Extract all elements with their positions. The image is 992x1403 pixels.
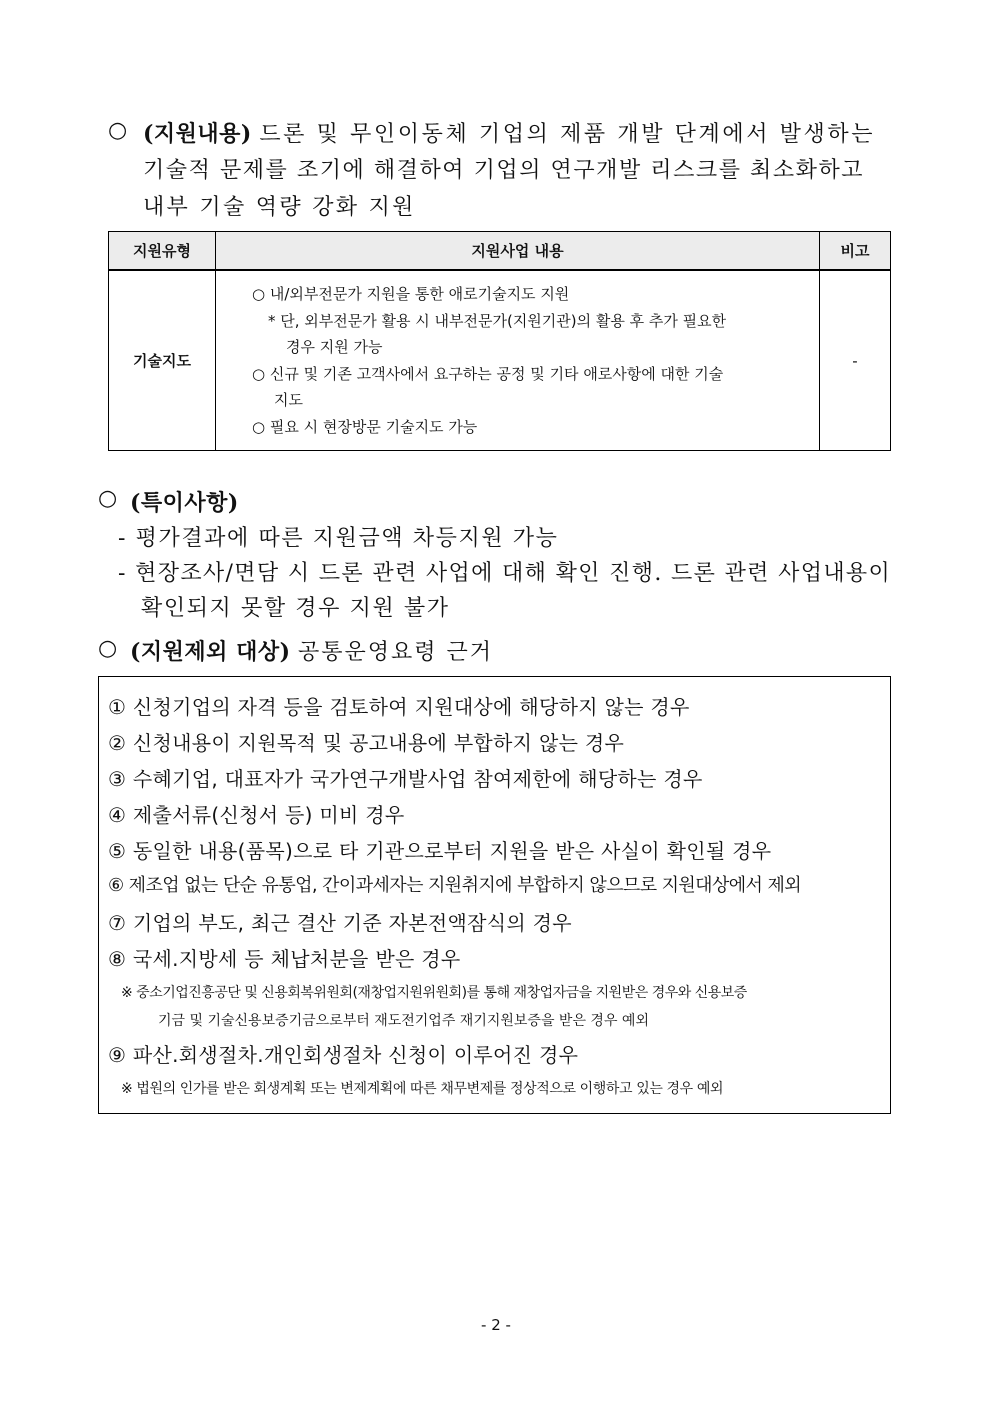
exclusion-note: 기금 및 기술신용보증기금으로부터 재도전기업주 재기지원보증을 받은 경우 예외 — [158, 1013, 649, 1029]
content-line: 경우 지원 가능 — [286, 338, 383, 356]
exclusion-note: ※ 중소기업진흥공단 및 신용회복위원회(재창업지원위원회)를 통해 재창업자금을 지원받은 경우와 신용보증 — [121, 985, 747, 1001]
section1-line3: 내부 기술 역량 강화 지원 — [143, 195, 416, 220]
section2-item: 확인되지 못할 경우 지원 불가 — [141, 596, 450, 621]
exclusion-item: ⑦ 기업의 부도, 최근 결산 기준 자본전액잠식의 경우 — [108, 911, 572, 935]
section1-line1 — [143, 117, 896, 148]
header-note: 비고 — [820, 232, 891, 271]
header-content: 지원사업 내용 — [216, 232, 820, 271]
section1-line2: 기술적 문제를 조기에 해결하여 기업의 연구개발 리스크를 최소화하고 — [143, 158, 865, 183]
exclusion-note: ※ 법원의 인가를 받은 회생계획 또는 변제계획에 따른 채무변제를 정상적으로 이행하고 있는 경우 예외 — [121, 1081, 724, 1097]
content-line: 지도 — [274, 391, 303, 409]
support-type-cell: 기술지도 — [109, 270, 216, 451]
header-type: 지원유형 — [109, 232, 216, 271]
content-line: ○ 신규 및 기존 고객사에서 요구하는 공정 및 기타 애로사항에 대한 기술 — [252, 364, 724, 383]
exclusion-item: ⑤ 동일한 내용(품목)으로 타 기관으로부터 지원을 받은 사실이 확인될 경우 — [108, 839, 772, 863]
content-line: ○ 내/외부전문가 지원을 통한 애로기술지도 지원 — [252, 285, 570, 303]
content-line: * 단, 외부전문가 활용 시 내부전문가(지원기관)의 활용 후 추가 필요한 — [268, 311, 727, 330]
exclusion-item: ⑥ 제조업 없는 단순 유통업, 간이과세자는 지원취지에 부합하지 않으므로 지원대상에서 제외 — [108, 875, 802, 896]
section3-text: 공통운영요령 근거 — [298, 640, 494, 665]
exclusion-item: ⑧ 국세.지방세 등 체납처분을 받은 경우 — [108, 947, 461, 971]
support-content-cell — [216, 270, 820, 451]
support-table-row — [109, 270, 891, 451]
section-bullet: ○ — [108, 118, 128, 143]
exclusion-item: ① 신청기업의 자격 등을 검토하여 지원대상에 해당하지 않는 경우 — [108, 695, 690, 719]
exclusion-item: ④ 제출서류(신청서 등) 미비 경우 — [108, 803, 405, 827]
support-note-cell: - — [820, 270, 891, 451]
section2-item: - 현장조사/면담 시 드론 관련 사업에 대해 확인 진행. 드론 관련 사업내용이 — [118, 561, 892, 586]
page-number: - 2 - — [481, 1316, 511, 1334]
exclusion-item: ⑨ 파산.회생절차.개인회생절차 신청이 이루어진 경우 — [108, 1043, 579, 1067]
section1-title: (지원내용) — [143, 121, 252, 147]
support-table — [108, 231, 891, 451]
section2-title: (특이사항) — [130, 490, 239, 516]
section1-line1-text: 드론 및 무인이동체 기업의 제품 개발 단계에서 발생하는 — [259, 122, 876, 147]
section3-title: (지원제외 대상) — [130, 639, 291, 665]
content-line: ○ 필요 시 현장방문 기술지도 가능 — [252, 417, 478, 436]
section-bullet: ○ — [98, 486, 118, 511]
support-table-header — [109, 232, 891, 271]
exclusion-item: ② 신청내용이 지원목적 및 공고내용에 부합하지 않는 경우 — [108, 731, 625, 755]
exclusion-item: ③ 수혜기업, 대표자가 국가연구개발사업 참여제한에 해당하는 경우 — [108, 767, 703, 791]
section3-line — [130, 635, 493, 666]
exclusion-box — [98, 676, 891, 1114]
section-bullet: ○ — [98, 636, 118, 661]
section2-item: - 평가결과에 따른 지원금액 차등지원 가능 — [118, 526, 559, 551]
